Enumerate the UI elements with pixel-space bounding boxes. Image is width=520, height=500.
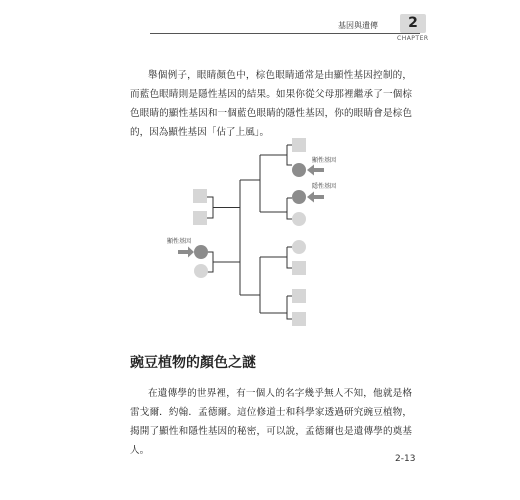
gene-circle-dark xyxy=(194,245,208,259)
running-header-title: 基因與遺傳 xyxy=(338,21,378,30)
gene-circle-light xyxy=(194,264,208,278)
gene-square-light xyxy=(193,211,207,225)
connector-right-4 xyxy=(260,296,292,319)
gene-circle-dark xyxy=(292,163,306,177)
label-recessive-gene: 隱性基因 xyxy=(312,183,337,190)
paragraph-eye-color: 舉個例子，眼睛顏色中，棕色眼睛通常是由顯性基因控制的，而藍色眼睛則是隱性基因的結果。如果你從父母那裡繼承了一個棕色眼睛的顯性基因和一個藍色眼睛的隱性基因，你的眼睛會是棕色的，因為顯性基因「佔了上風」。 xyxy=(130,70,412,138)
arrow-right-icon xyxy=(178,247,194,258)
label-dominant-gene-top: 顯性基因 xyxy=(312,157,337,164)
label-dominant-gene-left: 顯性基因 xyxy=(167,238,192,245)
connector-right-1 xyxy=(260,145,292,165)
page-number: 2-13 xyxy=(395,454,416,464)
section-title: 豌豆植物的顏色之謎 xyxy=(130,355,256,371)
gene-circle-light xyxy=(292,240,306,254)
gene-circle-dark xyxy=(292,190,306,204)
connector-upper-left xyxy=(207,197,240,218)
gene-square-light xyxy=(292,289,306,303)
gene-circle-light xyxy=(292,212,306,226)
arrow-left-icon xyxy=(307,165,324,176)
paragraph-mendel: 在遺傳學的世界裡，有一個人的名字幾乎無人不知，他就是格雷戈爾．約翰．孟德爾。這位修道士和科學家透過研究豌豆植物，揭開了顯性和隱性基因的秘密，可以說，孟德爾也是遺傳學的奠基人。 xyxy=(130,388,412,456)
connector-right-2 xyxy=(260,198,292,219)
chapter-label: CHAPTER xyxy=(397,35,429,42)
chapter-number-badge: 2 xyxy=(400,14,426,33)
gene-square-light xyxy=(292,261,306,275)
connector-lower-left xyxy=(207,252,240,272)
gene-square-light xyxy=(292,312,306,326)
arrow-left-icon xyxy=(307,192,324,203)
gene-square-light xyxy=(292,138,306,152)
gene-square-light xyxy=(193,189,207,203)
diagram-connector-lines xyxy=(207,145,292,319)
connector-right-3 xyxy=(260,247,292,268)
